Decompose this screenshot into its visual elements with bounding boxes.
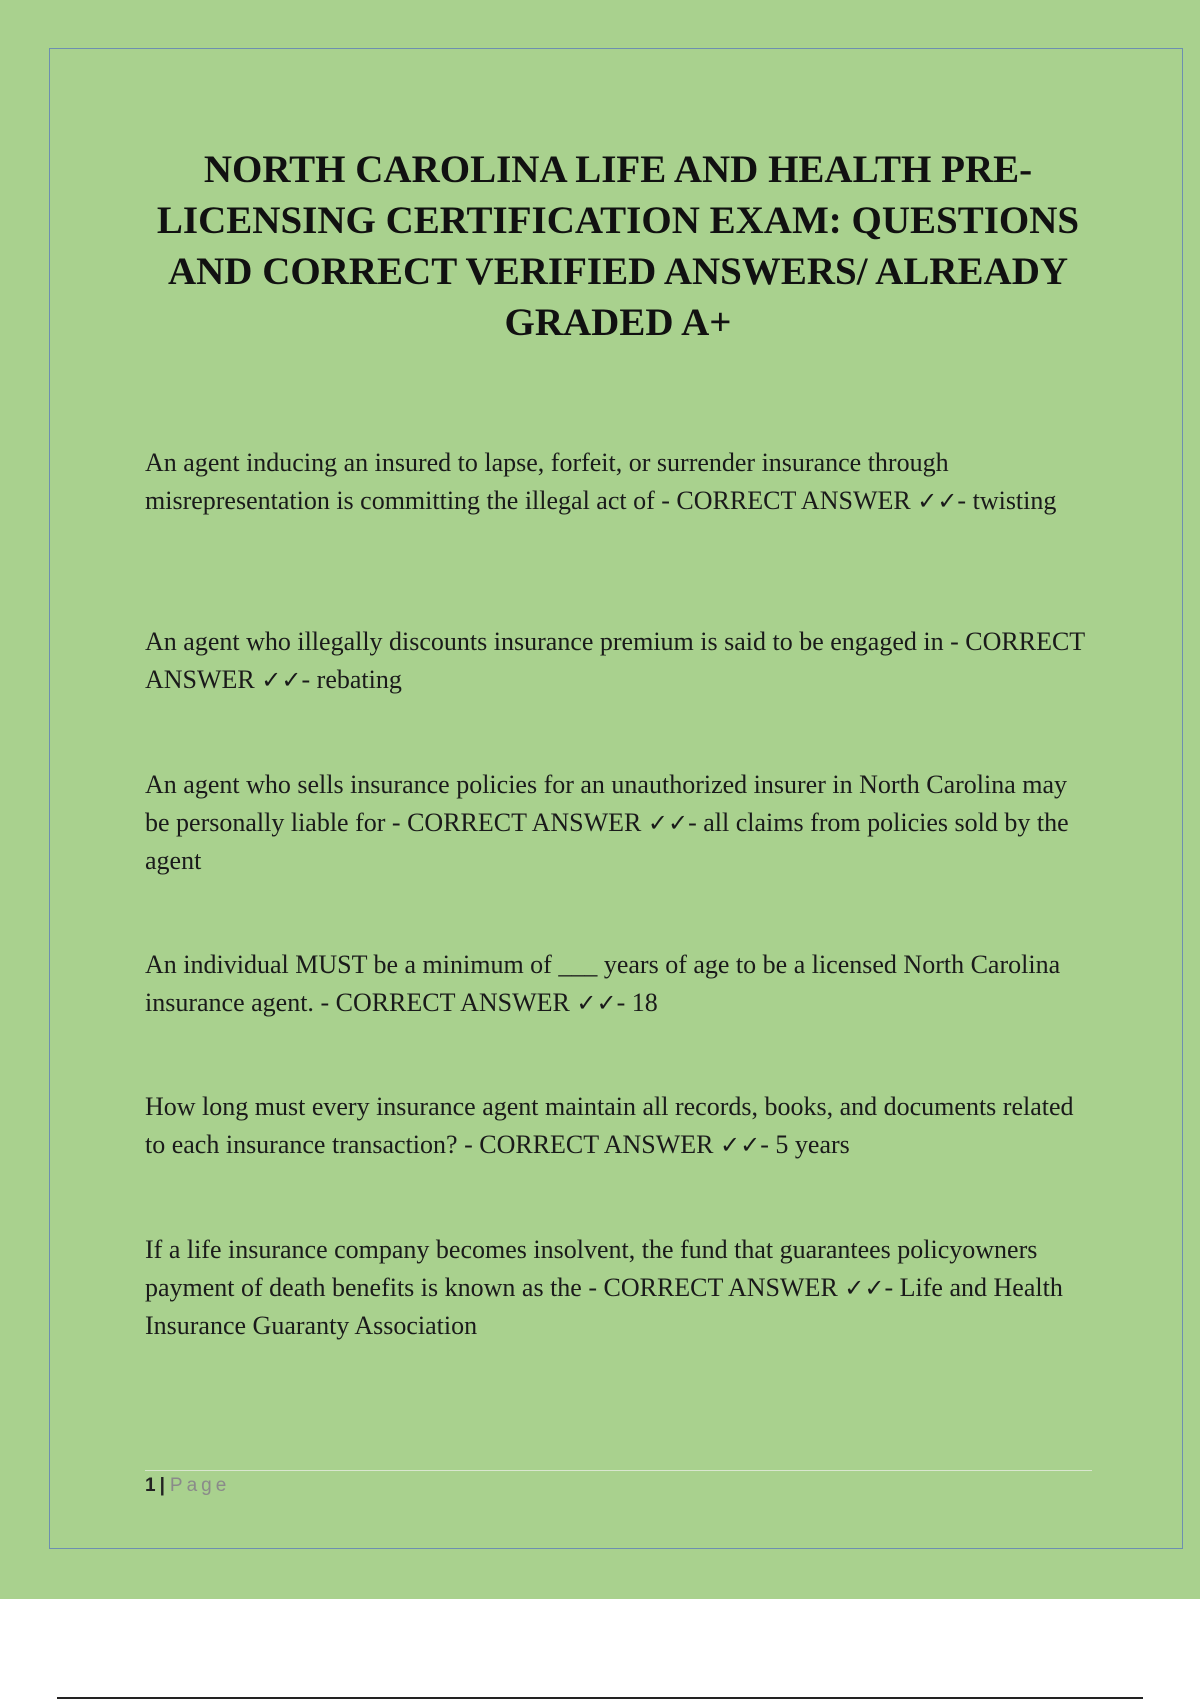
qa-item: An agent inducing an insured to lapse, forfeit, or surrender insurance through misrepresentation is committing the illegal act of - CORRECT ANSWER ✓✓- twisting xyxy=(145,448,1057,515)
qa-item: An agent who sells insurance policies for an unauthorized insurer in North Carolina may be personally liable for - CORRECT ANSWER ✓✓- all claims from policies sold by the agent xyxy=(145,770,1069,875)
question-text: An agent who illegally discounts insurance premium is said to be engaged in xyxy=(145,627,944,656)
answer-marker: - CORRECT ANSWER xyxy=(464,1130,714,1159)
answer-marker: - CORRECT ANSWER xyxy=(391,808,642,837)
answer-text: 5 years xyxy=(775,1130,850,1159)
qa-item: How long must every insurance agent maintain all records, books, and documents related to each insurance transaction? - CORRECT ANSWER ✓✓- 5 years xyxy=(145,1092,1074,1159)
double-check-icon: ✓✓ xyxy=(917,487,958,515)
footer-separator: | xyxy=(159,1475,165,1496)
page-footer xyxy=(145,1474,230,1498)
answer-text: Life and Health Insurance Guaranty Association xyxy=(145,1273,1063,1340)
qa-item: If a life insurance company becomes insolvent, the fund that guarantees policyowners payment of death benefits is known as the - CORRECT ANSWER ✓✓- Life and Health Insurance Guaranty Association xyxy=(145,1235,1063,1340)
question-text: An agent inducing an insured to lapse, forfeit, or surrender insurance through misrepresentation is committing the illegal act of xyxy=(145,448,949,515)
answer-marker: - CORRECT ANSWER xyxy=(661,486,911,515)
double-check-icon: ✓✓ xyxy=(720,1131,761,1159)
qa-item: An agent who illegally discounts insurance premium is said to be engaged in - CORRECT ANSWER ✓✓- rebating xyxy=(145,627,1085,694)
double-check-icon: ✓✓ xyxy=(261,666,302,694)
answer-text: all claims from policies sold by the agent xyxy=(145,808,1069,875)
footer-divider xyxy=(145,1470,1092,1471)
page-label: Page xyxy=(169,1475,231,1496)
qa-item: An individual MUST be a minimum of ___ years of age to be a licensed North Carolina insurance agent. - CORRECT ANSWER ✓✓- 18 xyxy=(145,950,1061,1017)
question-text: If a life insurance company becomes insolvent, the fund that guarantees policyowners payment of death benefits is known as the xyxy=(145,1235,1038,1302)
answer-text: 18 xyxy=(631,988,658,1017)
question-text: An individual MUST be a minimum of ___ years of age to be a licensed North Carolina insurance agent. xyxy=(145,950,1061,1017)
answer-marker: - CORRECT ANSWER xyxy=(320,988,570,1017)
double-check-icon: ✓✓ xyxy=(576,989,617,1017)
answer-text: twisting xyxy=(972,486,1057,515)
answer-marker: - CORRECT ANSWER xyxy=(145,627,1085,694)
question-text: How long must every insurance agent maintain all records, books, and documents related to each insurance transaction? xyxy=(145,1092,1074,1159)
next-page-rule xyxy=(57,1697,1143,1699)
answer-text: rebating xyxy=(316,665,402,694)
double-check-icon: ✓✓ xyxy=(647,809,689,837)
double-check-icon: ✓✓ xyxy=(844,1274,885,1302)
page-number: 1 xyxy=(145,1475,156,1496)
answer-marker: - CORRECT ANSWER xyxy=(588,1273,838,1302)
document-title: NORTH CAROLINA LIFE AND HEALTH PRE-LICENSING CERTIFICATION EXAM: QUESTIONS AND CORRECT VERIFIED ANSWERS/ ALREADY GRADED A+ xyxy=(156,148,1080,344)
question-text: An agent who sells insurance policies for an unauthorized insurer in North Carolina may be personally liable for xyxy=(145,770,1068,837)
